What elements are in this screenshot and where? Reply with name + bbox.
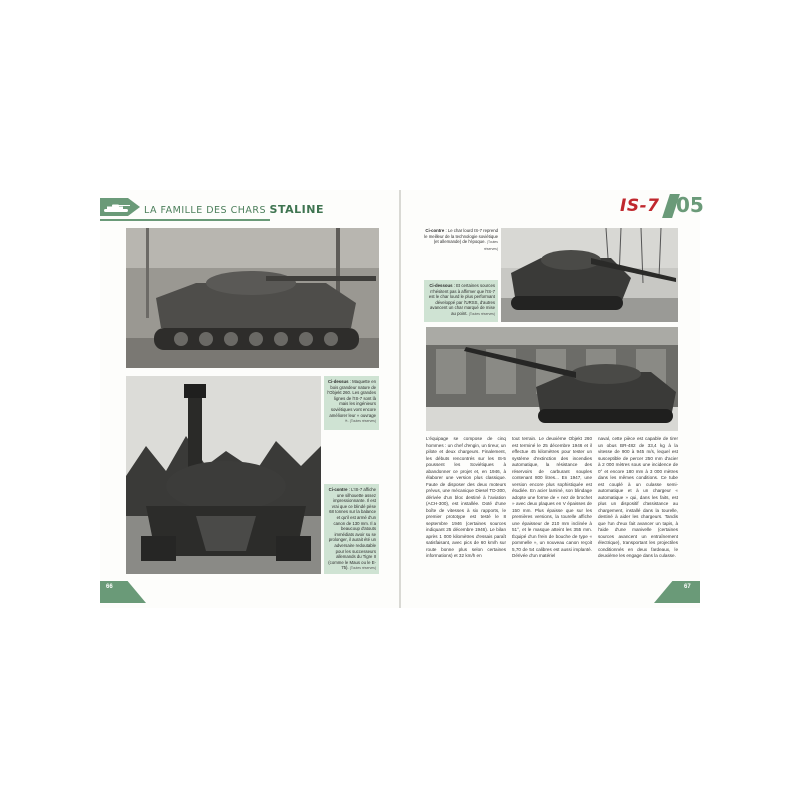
text-column-3: naval, cette pièce est capable de tirer un obus BR-482 de 33,4 kg à la vitesse de 900 à 945 m/s, lequel est susceptible de percer 250 mm d'acier à 2 000 mètres sous une incidence de 0° et encore 180 mm à 3 000 mètres dans les mêmes conditions. Ce tube est couplé à un culasse semi-automatique et à un chargeur « automatique » qui, dans les faits, est plus un dispositif d'assistance au chargement, installé dans la tourelle, destiné à aider les chargeurs. Tandis que l'un d'eux fait avancer un tapis, à l'aide d'une manivelle (certaines sources avancent un entraînement électrique), transportant les projectiles conditionnés en deux fardeaux, le deuxième les engage dans la culasse. xyxy=(598,436,678,558)
caption-text: : L'IS-7 affiche une silhouette assez impressionnante. Il est vrai que ce blindé pèse 68 tonnes sur la balance et qu'il est armé d'un canon de 130 mm. Il a beaucoup d'atouts immédiats avoir su se prolonger, il aurait été un adversaire redoutable pour les successeurs allemands du Tigre II (comme le Maus ou le E-75). xyxy=(328,487,376,571)
tank-name: IS-7 xyxy=(620,196,660,216)
caption-left-2 xyxy=(324,484,379,574)
series-name: STALINE xyxy=(269,203,324,216)
caption-title: Ci-dessous xyxy=(429,283,453,288)
caption-text: : Et certaines sources n'hésitent pas à affirmer que l'IS-7 est le char lourd le plus performant développé par l'URSS, d'autres avancent un char marqué de mise au point. xyxy=(428,283,495,316)
text-column-2: tout terrain. Le deuxième Objekt 260 est terminé le 25 décembre 1946 et il effectue 45 kilomètres pour tester un système d'extinction des incendies automatique, la résistance des réservoirs de carburant souples contenant 800 litres... En 1947, une version encore plus sophistiquée est étudiée. En acier laminé, son blindage adopte une forme de « nez de brochet » avec deux plaques en V épaisses de 150 mm. Plus épaisse que sur les premières versions, la tourelle affiche une épaisseur de 210 mm inclinée à 51°, et le masque atteint les 355 mm. Équipé d'un frein de bouche de type « pommelle », un nouveau canon reçoit 5,70 de 54 calibres est aussi implanté. Dérivée d'un matériel xyxy=(512,436,592,558)
caption-text: : Le char lourd IS-7 reprend le meilleur de la technologie soviétique (et allemande) de l'époque. xyxy=(424,228,498,245)
page-number-right: 67 xyxy=(684,584,691,590)
page-number-left: 66 xyxy=(106,584,113,590)
caption-right-2 xyxy=(424,280,498,322)
chapter-number: 05 xyxy=(676,193,704,217)
caption-right-1 xyxy=(424,228,498,260)
header-rule-left xyxy=(100,219,270,221)
caption-credit: (Toutes réserves) xyxy=(468,311,495,316)
caption-credit: (Toutes réserves) xyxy=(483,240,498,251)
photo-tank-depot xyxy=(426,327,678,431)
caption-credit: (Toutes réserves) xyxy=(349,419,376,424)
photo-front-view xyxy=(126,376,321,574)
text-column-1: L'équipage se compose de cinq hommes : un chef d'engin, un tireur, un pilote et deux chargeurs. Finalement, les débuts rencontrés sur les IS-5 poussent les Soviétiques à abandonner ce projet et, en 1946, à élaborer une version plus classique. Faute de disposer des deux moteurs prévus, une mécanique Diesel TD-300, dérivée d'un bloc destiné à l'aviation (ACH-300), est installée. Doté d'une boîte de vitesses à six rapports, le premier prototype est testé le 8 septembre 1946 (certaines sources indiquant 25 décembre 1946). Le bilan après 1 000 kilomètres d'essais paraît satisfaisant, avec pics de 60 km/h sur route bonne plus selon certaines informations) et 32 km/h en xyxy=(426,436,506,558)
caption-left-1 xyxy=(324,376,379,430)
photo-wooden-mockup xyxy=(126,228,379,368)
photo-tank-forest xyxy=(501,228,678,322)
caption-credit: (Toutes réserves) xyxy=(349,566,376,571)
caption-title: Ci-contre xyxy=(425,228,445,233)
caption-title: Ci-contre xyxy=(328,487,348,492)
caption-title: Ci-dessus xyxy=(327,379,349,384)
caption-text: : Maquette en bois grandeur nature de l'Objekt 260. Les grandes lignes de l'IS-7 sont là mais les ingénieurs soviétiques vont encore améliorer leur « ouvrage ». xyxy=(327,379,376,424)
book-gutter xyxy=(399,190,401,608)
tank-silhouette-icon xyxy=(104,203,130,213)
series-prefix: LA FAMILLE DES CHARS xyxy=(144,205,267,216)
series-title xyxy=(144,203,324,216)
